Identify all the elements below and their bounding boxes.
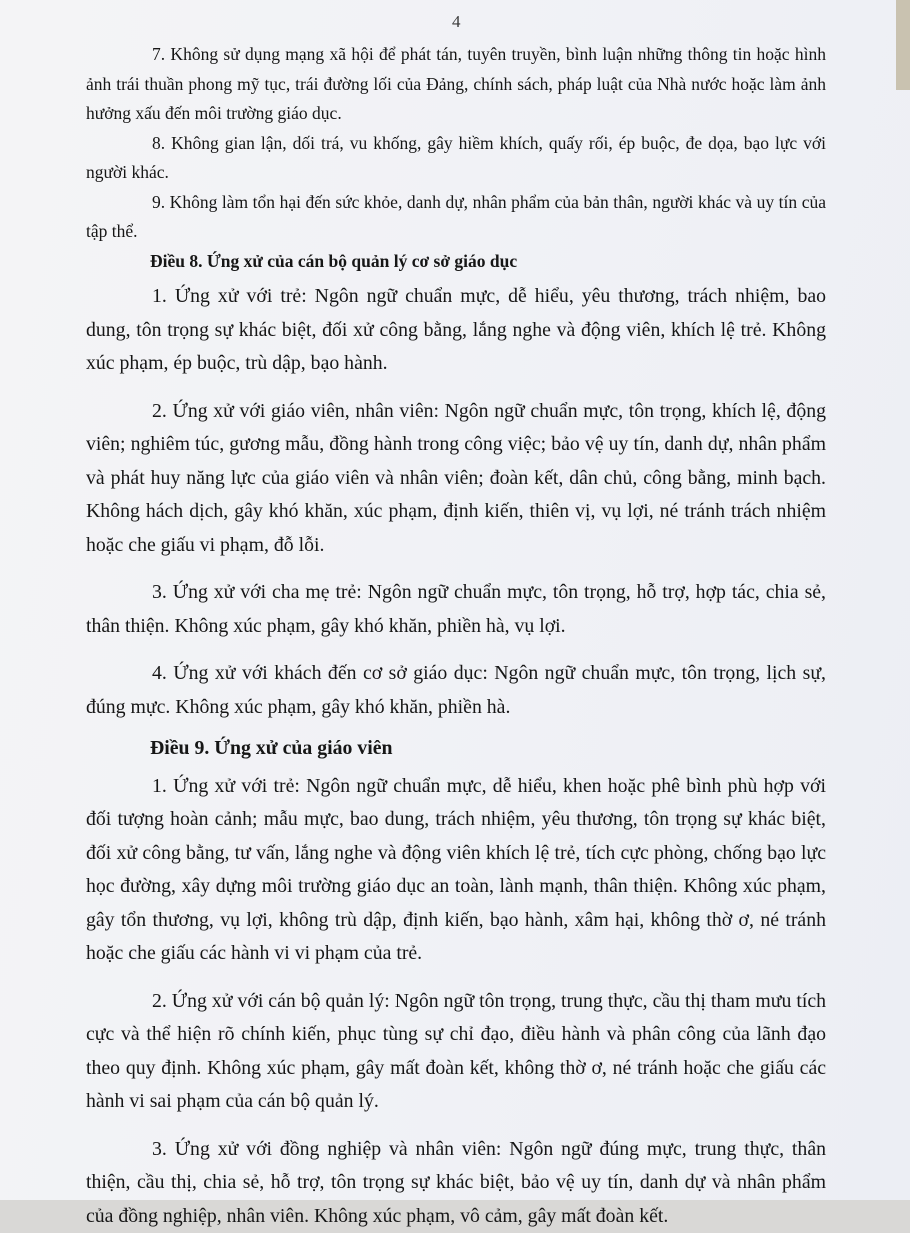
article-8-item-4: 4. Ứng xử với khách đến cơ sở giáo dục: Ngôn ngữ chuẩn mực, tôn trọng, lịch sự, đúng mực. Không xúc phạm, gây khó khăn, phiền hà. [86, 657, 826, 724]
paragraph-8: 8. Không gian lận, dối trá, vu khống, gây hiềm khích, quấy rối, ép buộc, đe dọa, bạo lực với người khác. [86, 129, 826, 188]
article-9-item-3: 3. Ứng xử với đồng nghiệp và nhân viên: Ngôn ngữ đúng mực, trung thực, thân thiện, cầu thị, chia sẻ, hỗ trợ, tôn trọng sự khác biệt, bảo vệ uy tín, danh dự và nhân phẩm của đồng nghiệp, nhân viên. Không xúc phạm, vô cảm, gây mất đoàn kết. [86, 1133, 826, 1233]
article-8-item-2: 2. Ứng xử với giáo viên, nhân viên: Ngôn ngữ chuẩn mực, tôn trọng, khích lệ, động viên; nghiêm túc, gương mẫu, đồng hành trong công việc; bảo vệ uy tín, danh dự, nhân phẩm và phát huy năng lực của giáo viên và nhân viên; đoàn kết, dân chủ, công bằng, minh bạch. Không hách dịch, gây khó khăn, xúc phạm, định kiến, thiên vị, vụ lợi, né tránh trách nhiệm hoặc che giấu vi phạm, đỗ lỗi. [86, 395, 826, 563]
article-9-item-1: 1. Ứng xử với trẻ: Ngôn ngữ chuẩn mực, dễ hiểu, khen hoặc phê bình phù hợp với đối tượng hoàn cảnh; mẫu mực, bao dung, trách nhiệm, yêu thương, tôn trọng sự khác biệt, đối xử công bằng, tư vấn, lắng nghe và động viên khích lệ trẻ, tích cực phòng, chống bạo lực học đường, xây dựng môi trường giáo dục an toàn, lành mạnh, thân thiện. Không xúc phạm, gây tổn thương, vụ lợi, không trù dập, định kiến, bạo hành, xâm hại, không thờ ơ, né tránh hoặc che giấu các hành vi vi phạm của trẻ. [86, 770, 826, 971]
article-9-item-2: 2. Ứng xử với cán bộ quản lý: Ngôn ngữ tôn trọng, trung thực, cầu thị tham mưu tích cực và thể hiện rõ chính kiến, phục tùng sự chỉ đạo, điều hành và phân công của lãnh đạo theo quy định. Không xúc phạm, gây mất đoàn kết, không thờ ơ, né tránh hoặc che giấu các hành vi sai phạm của cán bộ quản lý. [86, 985, 826, 1119]
page-edge-shadow [896, 0, 910, 90]
document-body [86, 40, 826, 1233]
paragraph-7: 7. Không sử dụng mạng xã hội để phát tán, tuyên truyền, bình luận những thông tin hoặc hình ảnh trái thuần phong mỹ tục, trái đường lối của Đảng, chính sách, pháp luật của Nhà nước hoặc làm ảnh hưởng xấu đến môi trường giáo dục. [86, 40, 826, 129]
article-8-heading: Điều 8. Ứng xử của cán bộ quản lý cơ sở giáo dục [86, 247, 826, 277]
article-8-item-3: 3. Ứng xử với cha mẹ trẻ: Ngôn ngữ chuẩn mực, tôn trọng, hỗ trợ, hợp tác, chia sẻ, thân thiện. Không xúc phạm, gây khó khăn, phiền hà, vụ lợi. [86, 576, 826, 643]
article-9-heading: Điều 9. Ứng xử của giáo viên [86, 732, 826, 766]
article-8-item-1: 1. Ứng xử với trẻ: Ngôn ngữ chuẩn mực, dễ hiểu, yêu thương, trách nhiệm, bao dung, tôn trọng sự khác biệt, đối xử công bằng, lắng nghe và động viên, khích lệ trẻ. Không xúc phạm, ép buộc, trù dập, bạo hành. [86, 280, 826, 381]
paragraph-9: 9. Không làm tổn hại đến sức khỏe, danh dự, nhân phẩm của bản thân, người khác và uy tín của tập thể. [86, 188, 826, 247]
page-number: 4 [452, 12, 461, 32]
